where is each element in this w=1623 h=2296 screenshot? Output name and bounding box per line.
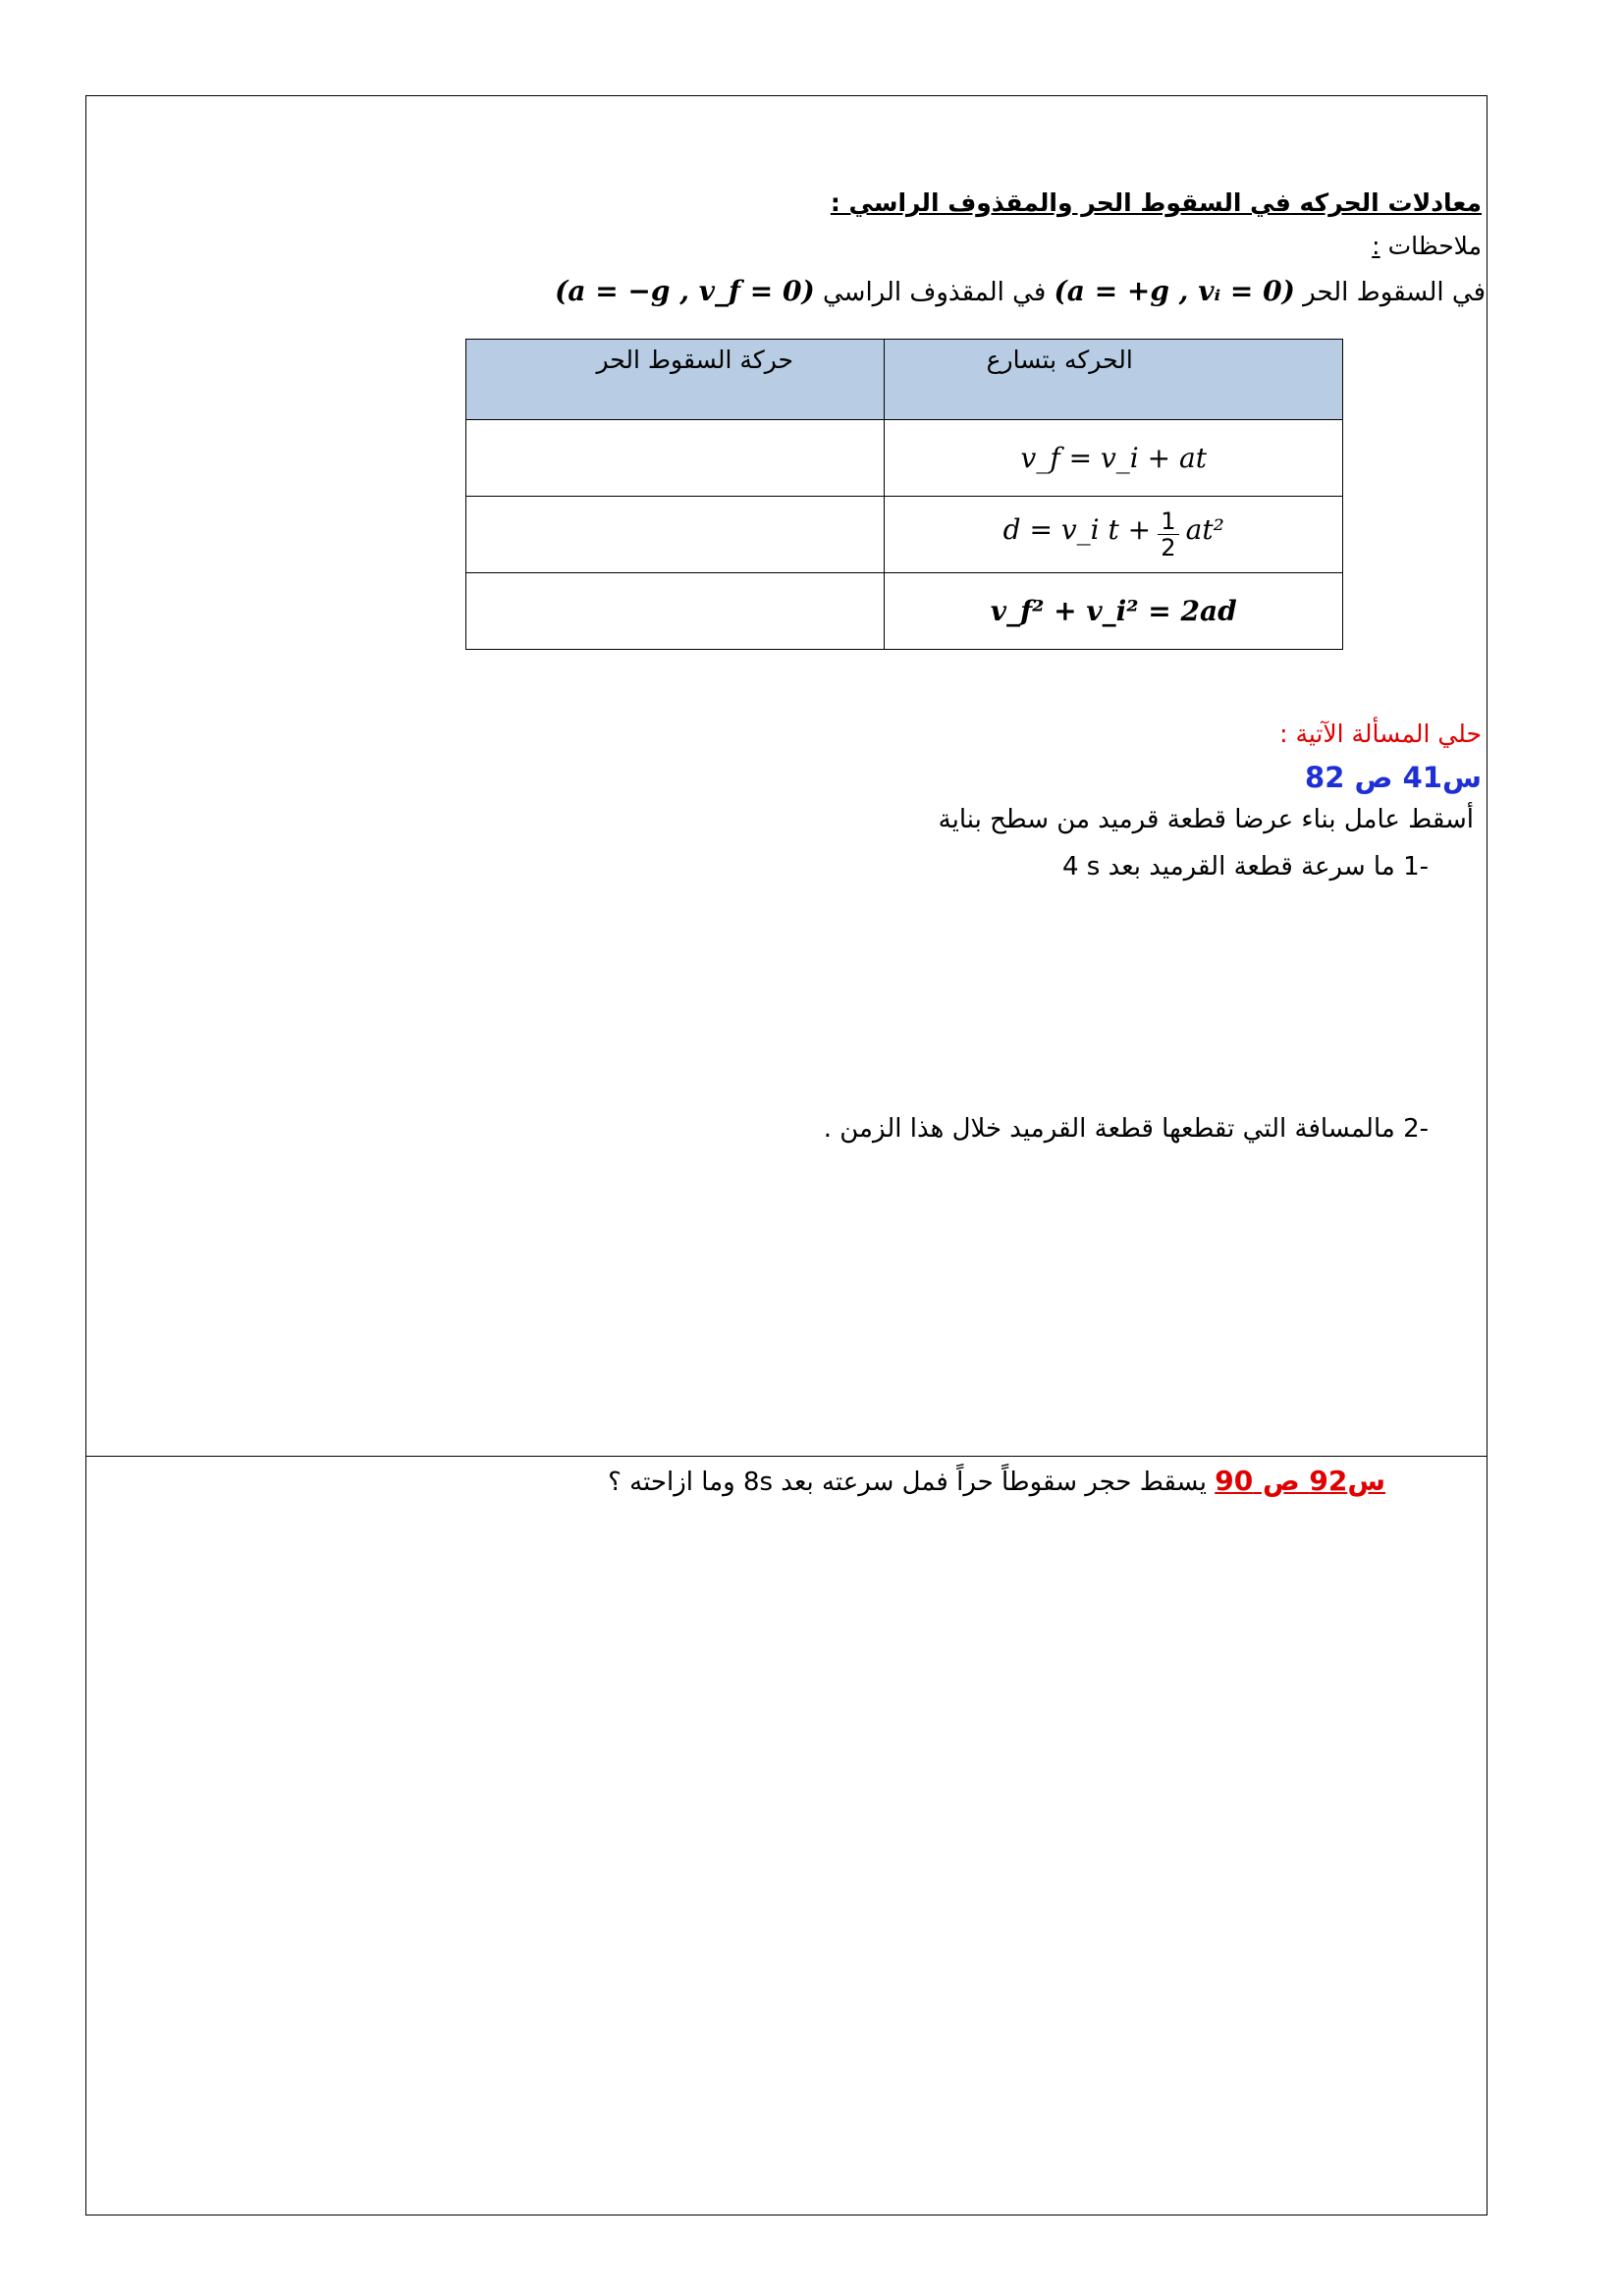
notes-colon: : — [1372, 232, 1380, 260]
solve-prompt: حلي المسألة الآتية : — [1279, 720, 1482, 748]
table-header-row — [466, 340, 1343, 420]
table-row — [466, 573, 1343, 650]
table-row — [466, 497, 1343, 573]
free-fall-vi: vᵢ = 0 — [1198, 275, 1282, 307]
time-value: 4 s — [1061, 852, 1101, 881]
projectile-vf: v_f = 0 — [698, 275, 802, 307]
fraction-half: $\frac{1}{2}$ — [1158, 508, 1178, 561]
notes-text: ملاحظات — [1387, 232, 1482, 260]
question-92-reference: س92 ص 90 — [1215, 1465, 1385, 1497]
projectile-a: a = −g — [568, 275, 671, 307]
question-part-2: -2 مالمسافة التي تقطعها قطعة القرميد خلال هذا الزمن . — [823, 1114, 1429, 1144]
question-part-1: -1 ما سرعة قطعة القرميد بعد 4 s — [1061, 852, 1429, 881]
motion-conditions: في السقوط الحر (vᵢ = 0 , a = +g) في المقذوف الراسي (v_f = 0 , a = −g) — [555, 275, 1486, 307]
free-fall-label: في السقوط الحر — [1303, 278, 1486, 307]
question-92: س92 ص 90 يسقط حجر سقوطاً حراً فمل سرعته بعد 8s وما ازاحته ؟ — [608, 1465, 1385, 1497]
notes-label — [1372, 232, 1482, 260]
equation-velocity-squared: v_f² + v_i² = 2ad — [885, 573, 1343, 650]
time-value: 8s — [742, 1468, 774, 1497]
free-fall-cell[interactable] — [466, 497, 885, 573]
question-reference: س41 ص 82 — [1305, 761, 1482, 794]
projectile-label: في المقذوف الراسي — [822, 278, 1047, 307]
section-divider — [85, 1456, 1488, 1457]
free-fall-cell[interactable] — [466, 573, 885, 650]
equations-table — [465, 339, 1343, 650]
free-fall-cell[interactable] — [466, 420, 885, 497]
equation-displacement: d = v_i t + $\frac{1}{2}$ at² — [885, 497, 1343, 573]
equation-velocity: v_f = v_i + at — [885, 420, 1343, 497]
question-text: أسقط عامل بناء عرضا قطعة قرميد من سطح بناية — [938, 805, 1474, 834]
header-free-fall: حركة السقوط الحر — [466, 340, 885, 420]
free-fall-a: a = +g — [1066, 275, 1169, 307]
table-row — [466, 420, 1343, 497]
header-accelerated-motion: الحركه بتسارع — [885, 340, 1343, 420]
page-title: معادلات الحركه في السقوط الحر والمقذوف الراسي : — [830, 188, 1482, 217]
